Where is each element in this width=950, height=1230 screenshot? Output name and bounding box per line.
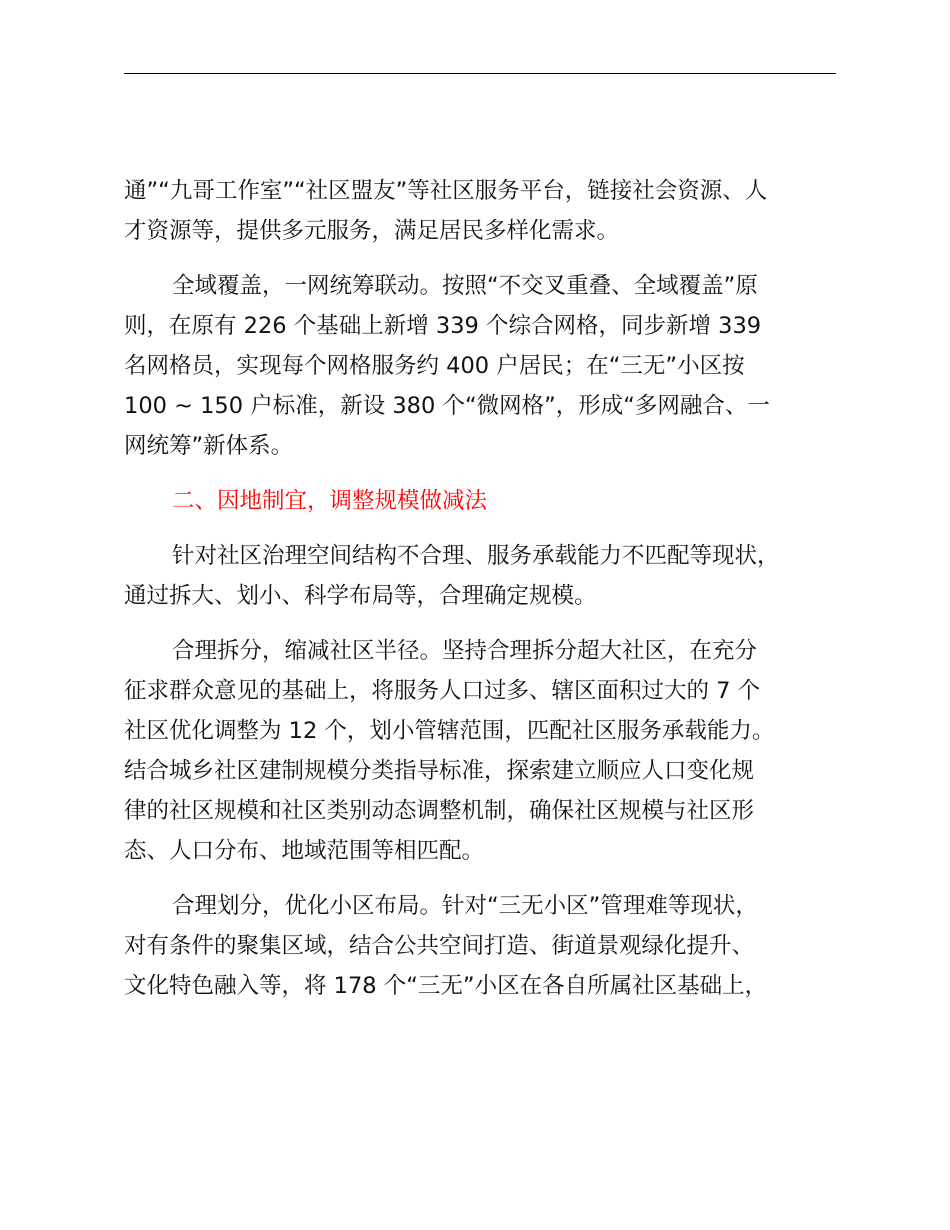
text-line: 才资源等，提供多元服务，满足居民多样化需求。 [124,218,620,244]
document-body [124,171,860,1021]
text-line: 合理拆分，缩减社区半径。坚持合理拆分超大社区，在充分 [172,638,758,664]
text-line: 100 ~ 150 户标准，新设 380 个“微网格”，形成“多网融合、一 [124,393,770,419]
text-line: 结合城乡社区建制规模分类指导标准，探索建立顺应人口变化规 [124,758,755,784]
header-rule [124,73,836,74]
text-line: 全域覆盖，一网统筹联动。按照“不交叉重叠、全域覆盖”原 [172,273,758,299]
text-line: 通过拆大、划小、科学布局等，合理确定规模。 [124,583,597,609]
paragraph-continuation [124,171,860,251]
text-line: 征求群众意见的基础上，将服务人口过多、辖区面积过大的 7 个 [124,678,761,704]
text-line: 则，在原有 226 个基础上新增 339 个综合网格，同步新增 339 [124,313,762,339]
text-line: 社区优化调整为 12 个，划小管辖范围，匹配社区服务承载能力。 [124,718,775,744]
text-line: 网统筹”新体系。 [124,433,294,459]
paragraph-divide-neighborhoods [124,886,860,1006]
text-line: 文化特色融入等，将 178 个“三无”小区在各自所属社区基础上， [124,973,768,999]
text-line: 针对社区治理空间结构不合理、服务承载能力不匹配等现状， [172,543,780,569]
paragraph-grid-coverage [124,266,860,466]
paragraph-intro [124,536,860,616]
section-heading [124,481,860,521]
heading-line: 二、因地制宜，调整规模做减法 [172,488,488,514]
text-line: 合理划分，优化小区布局。针对“三无小区”管理难等现状， [172,893,758,919]
paragraph-split-communities [124,631,860,871]
text-line: 律的社区规模和社区类别动态调整机制，确保社区规模与社区形 [124,798,755,824]
text-line: 通”“九哥工作室”“社区盟友”等社区服务平台，链接社会资源、人 [124,178,768,204]
text-line: 名网格员，实现每个网格服务约 400 户居民；在“三无”小区按 [124,353,745,379]
text-line: 对有条件的聚集区域，结合公共空间打造、街道景观绿化提升、 [124,933,755,959]
text-line: 态、人口分布、地域范围等相匹配。 [124,838,485,864]
